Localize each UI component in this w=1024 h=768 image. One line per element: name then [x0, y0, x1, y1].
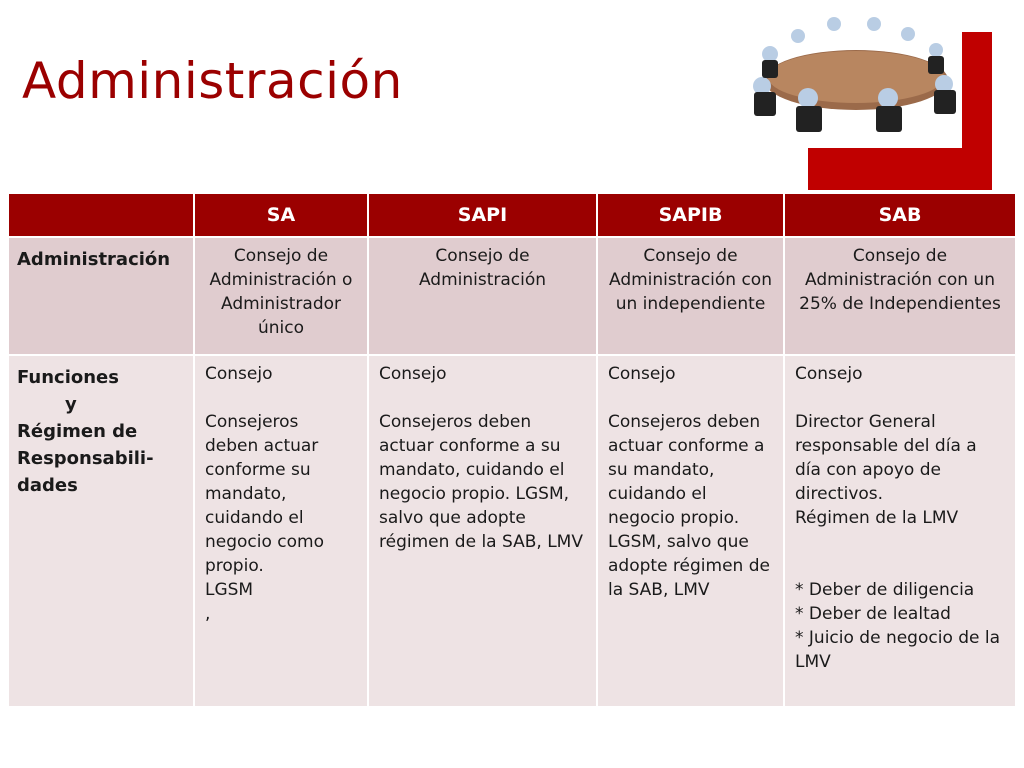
header-row	[8, 193, 1016, 237]
meeting-table-illustration	[748, 14, 962, 144]
table-row-funciones	[8, 355, 1016, 707]
header-cell-sa: SA	[194, 193, 368, 237]
table-cell: Consejo Consejeros deben actuar conforme a su mandato, cuidando el negocio propio. LGSM, salvo que adopte régimen de la SAB, LMV	[597, 355, 784, 707]
row-label	[8, 355, 194, 707]
table-cell: Consejo de Administración o Administrador único	[194, 237, 368, 355]
row-label-line: Régimen de	[17, 421, 138, 442]
row-label-line: Funciones	[17, 367, 119, 388]
row-label-line: Responsabili-	[17, 448, 154, 469]
table-cell: Consejo de Administración con un 25% de Independientes	[784, 237, 1016, 355]
row-label-line: dades	[17, 475, 78, 496]
table-cell: Consejo Consejeros deben actuar conforme su mandato, cuidando el negocio como propio. LGSM ,	[194, 355, 368, 707]
row-label-line: y	[65, 394, 77, 415]
table-cell: Consejo Consejeros deben actuar conforme a su mandato, cuidando el negocio propio. LGSM, salvo que adopte régimen de la SAB, LMV	[368, 355, 597, 707]
table-cell: Consejo de Administración con un independiente	[597, 237, 784, 355]
comparison-table	[7, 192, 1017, 708]
header-cell-empty	[8, 193, 194, 237]
header-cell-sapi: SAPI	[368, 193, 597, 237]
table-row-administracion	[8, 237, 1016, 355]
decorative-bar-horizontal	[808, 148, 992, 190]
table-cell: Consejo de Administración	[368, 237, 597, 355]
page-title: Administración	[22, 52, 403, 110]
header-cell-sab: SAB	[784, 193, 1016, 237]
row-label: Administración	[8, 237, 194, 355]
header-cell-sapib: SAPIB	[597, 193, 784, 237]
table-cell: Consejo Director General responsable del día a día con apoyo de directivos. Régimen de la LMV * Deber de diligencia * Deber de lealtad * Juicio de negocio de la LMV	[784, 355, 1016, 707]
